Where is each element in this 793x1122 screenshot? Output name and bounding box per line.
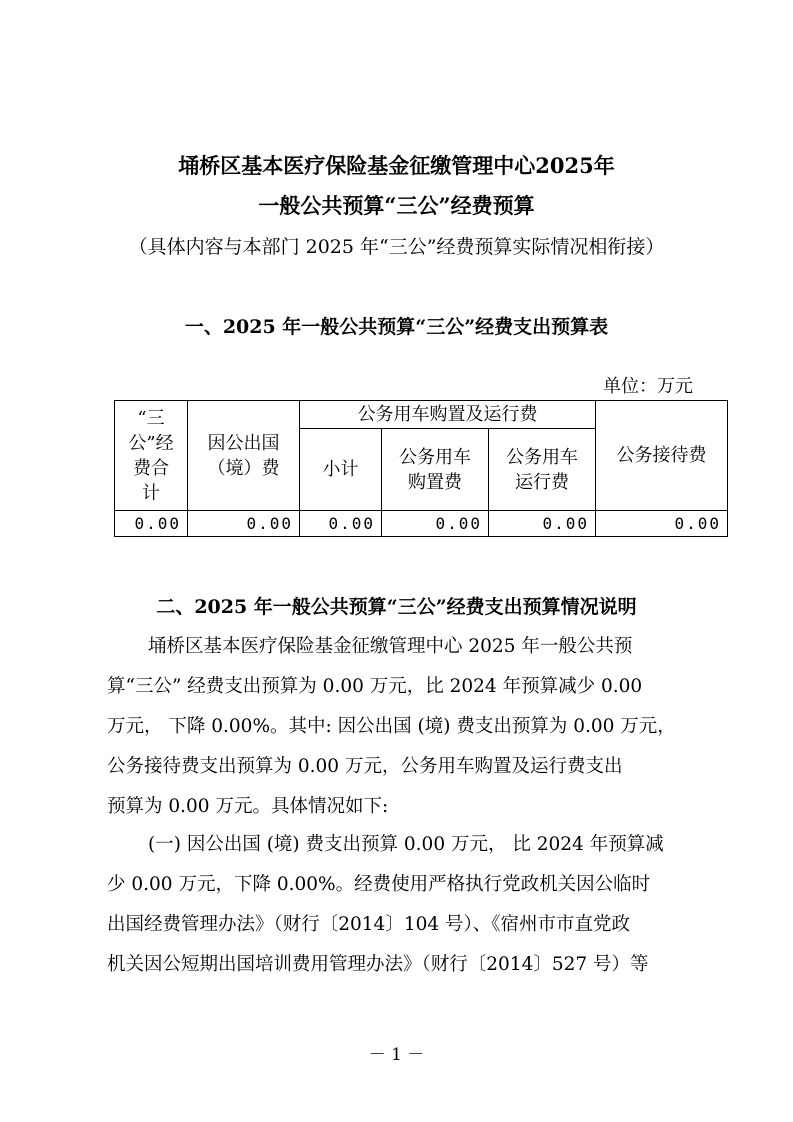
header-operation-line: 运行费 <box>515 471 569 493</box>
header-abroad-line: （境）费 <box>207 457 280 479</box>
section1-heading: 一、2025 年一般公共预算“三公”经费支出预算表 <box>184 316 609 338</box>
paragraph-line: 算“三公” 经费支出预算为 0.00 万元，比 2024 年预算减少 0.00 <box>107 676 643 697</box>
header-subtotal: 小计 <box>300 429 382 511</box>
unit-label: 单位：万元 <box>603 376 693 397</box>
header-purchase-line: 公务用车 <box>399 446 471 468</box>
header-total-line: 计 <box>142 482 160 504</box>
paragraph-line: 出国经费管理办法》（财行〔2014〕104 号）、《宿州市市直党政 <box>107 914 631 935</box>
value-vehicle-purchase: 0.00 <box>382 511 489 537</box>
header-total <box>115 401 188 511</box>
header-abroad-line: 因公出国 <box>207 432 280 454</box>
header-purchase-line: 购置费 <box>408 471 462 493</box>
value-total: 0.00 <box>115 511 188 537</box>
header-operation-line: 公务用车 <box>506 446 578 468</box>
header-vehicle-group: 公务用车购置及运行费 <box>300 401 596 429</box>
paragraph-line: 公务接待费支出预算为 0.00 万元，公务用车购置及运行费支出 <box>107 756 623 777</box>
header-abroad <box>188 401 300 511</box>
paragraph-line: 埇桥区基本医疗保险基金征缴管理中心 2025 年一般公共预 <box>148 636 633 657</box>
header-vehicle-operation <box>489 429 596 511</box>
value-subtotal: 0.00 <box>300 511 382 537</box>
document-title-line2: 一般公共预算“三公”经费预算 <box>258 193 535 218</box>
header-total-line: 费合 <box>133 457 169 479</box>
value-reception: 0.00 <box>596 511 728 537</box>
paragraph-line: 机关因公短期出国培训费用管理办法》（财行〔2014〕527 号）等 <box>107 954 649 975</box>
header-total-line: 公”经 <box>128 432 174 454</box>
value-abroad: 0.00 <box>188 511 300 537</box>
document-subtitle: （具体内容与本部门 2025 年“三公”经费预算实际情况相衔接） <box>128 236 665 258</box>
value-vehicle-operation: 0.00 <box>489 511 596 537</box>
header-vehicle-purchase <box>382 429 489 511</box>
paragraph-line: 少 0.00 万元，下降 0.00%。经费使用严格执行党政机关因公临时 <box>107 874 651 895</box>
header-reception: 公务接待费 <box>596 401 728 511</box>
budget-table <box>114 400 728 537</box>
header-total-line: “三 <box>137 407 165 429</box>
document-title-line1: 埇桥区基本医疗保险基金征缴管理中心2025年 <box>178 153 615 178</box>
paragraph-line: 预算为 0.00 万元。具体情况如下: <box>107 796 389 817</box>
paragraph-line: (一) 因公出国 (境) 费支出预算 0.00 万元， 比 2024 年预算减 <box>148 834 664 855</box>
page-number: － 1 － <box>368 1045 425 1065</box>
section2-heading: 二、2025 年一般公共预算“三公”经费支出预算情况说明 <box>156 596 637 618</box>
paragraph-line: 万元， 下降 0.00%。其中: 因公出国 (境) 费支出预算为 0.00 万元， <box>107 716 676 737</box>
